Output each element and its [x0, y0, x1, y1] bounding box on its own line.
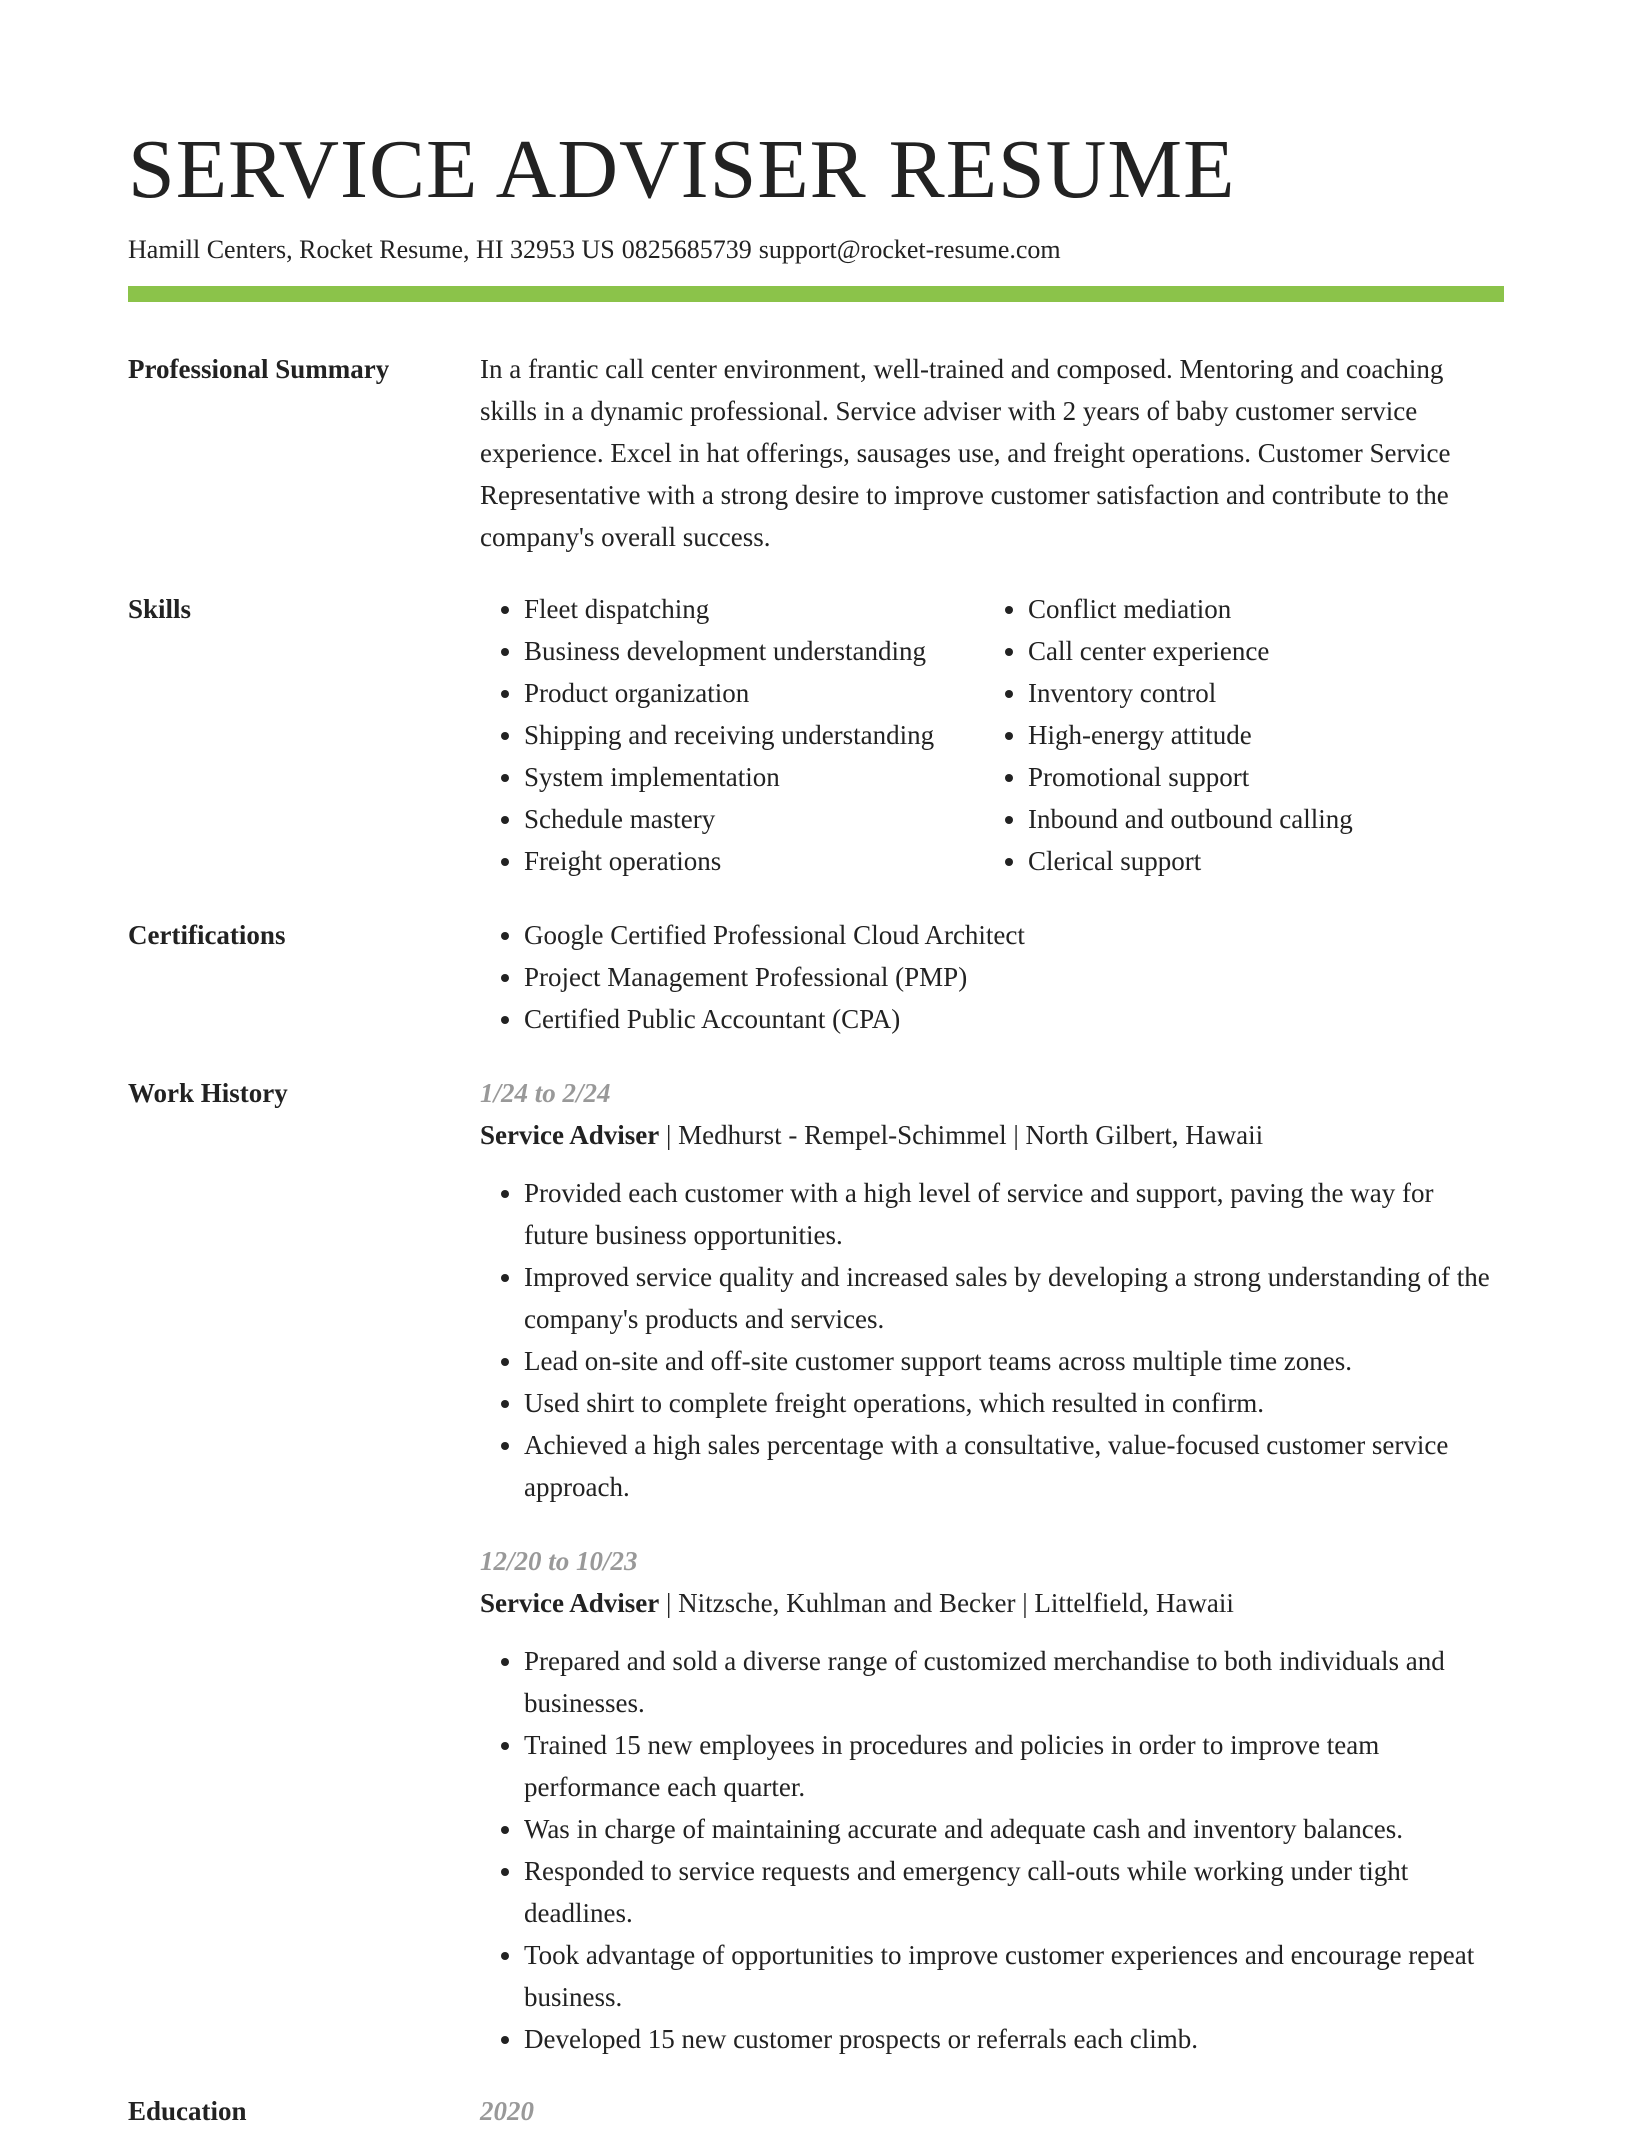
- job-bullet: • Was in charge of maintaining accurate and adequate cash and inventory balances.: [524, 1808, 1504, 1850]
- job-dates: 1/24 to 2/24: [480, 1078, 611, 1108]
- certifications-list: [480, 914, 1504, 1040]
- section-heading-summary: Professional Summary: [128, 354, 390, 384]
- contact-email: support@rocket-resume.com: [758, 235, 1061, 264]
- skill-item: • Shipping and receiving understanding: [524, 714, 984, 756]
- job-bullet: • Took advantage of opportunities to improve customer experiences and encourage repeat business.: [524, 1934, 1504, 2018]
- skill-item: • Product organization: [524, 672, 984, 714]
- section-heading-certifications: Certifications: [128, 920, 286, 950]
- section-heading-work-history: Work History: [128, 1078, 288, 1108]
- skill-item: • Inbound and outbound calling: [1028, 798, 1353, 840]
- job-title: Service Adviser: [480, 1120, 660, 1150]
- job-bullet: • Achieved a high sales percentage with a consultative, value-focused customer service approach.: [524, 1424, 1504, 1508]
- certification-item: • Certified Public Accountant (CPA): [524, 998, 1504, 1040]
- skill-item: • Schedule mastery: [524, 798, 984, 840]
- skill-item: • Fleet dispatching: [524, 588, 984, 630]
- job-details: | Nitzsche, Kuhlman and Becker | Littelfield, Hawaii: [659, 1588, 1234, 1618]
- job-bullet: • Trained 15 new employees in procedures and policies in order to improve team performance each quarter.: [524, 1724, 1504, 1808]
- job-bullet: • Prepared and sold a diverse range of customized merchandise to both individuals and businesses.: [524, 1640, 1504, 1724]
- job-bullet: • Provided each customer with a high level of service and support, paving the way for future business opportunities.: [524, 1172, 1504, 1256]
- skill-item: • High-energy attitude: [1028, 714, 1353, 756]
- job-dates: 12/20 to 10/23: [480, 1546, 638, 1576]
- resume-title: SERVICE ADVISER RESUME: [128, 123, 1236, 216]
- skill-item: • Call center experience: [1028, 630, 1353, 672]
- job-entry: [480, 1540, 1504, 2060]
- skills-list-left: [480, 588, 984, 882]
- skill-item: • System implementation: [524, 756, 984, 798]
- education-date: 2020: [480, 2096, 534, 2126]
- skill-item: • Inventory control: [1028, 672, 1353, 714]
- job-bullet: • Improved service quality and increased sales by developing a strong understanding of the company's products and services.: [524, 1256, 1504, 1340]
- job-bullet: • Developed 15 new customer prospects or referrals each climb.: [524, 2018, 1504, 2060]
- skills-body: [480, 588, 1504, 882]
- skill-item: • Conflict mediation: [1028, 588, 1353, 630]
- certifications-body: [480, 914, 1504, 1040]
- skills-columns: [480, 588, 1504, 882]
- job-bullets: [480, 1640, 1504, 2060]
- job-details: | Medhurst - Rempel-Schimmel | North Gilbert, Hawaii: [659, 1120, 1264, 1150]
- section-heading-skills: Skills: [128, 594, 192, 624]
- job-title: Service Adviser: [480, 1588, 660, 1618]
- skill-item: • Clerical support: [1028, 840, 1353, 882]
- skills-list-right: [984, 588, 1353, 882]
- job-bullet: • Used shirt to complete freight operations, which resulted in confirm.: [524, 1382, 1504, 1424]
- certification-item: • Project Management Professional (PMP): [524, 956, 1504, 998]
- skill-item: • Promotional support: [1028, 756, 1353, 798]
- job-bullet: • Lead on-site and off-site customer support teams across multiple time zones.: [524, 1340, 1504, 1382]
- work-history-body: [480, 1072, 1504, 2092]
- job-bullet: • Responded to service requests and emergency call-outs while working under tight deadlines.: [524, 1850, 1504, 1934]
- skill-item: • Freight operations: [524, 840, 984, 882]
- contact-address: Hamill Centers, Rocket Resume, HI 32953 US: [128, 235, 615, 264]
- job-bullets: [480, 1172, 1504, 1508]
- job-entry: [480, 1072, 1504, 1508]
- section-heading-education: Education: [128, 2096, 247, 2126]
- job-heading: [480, 1114, 1504, 1156]
- summary-text: In a frantic call center environment, well-trained and composed. Mentoring and coaching skills in a dynamic professional. Service adviser with 2 years of baby customer service experience. Excel in hat offerings, sausages use, and freight operations. Customer Service Representative with a strong desire to improve customer satisfaction and contribute to the company's overall success.: [480, 354, 1451, 552]
- summary-body: [480, 348, 1504, 558]
- contact-line: [128, 232, 1061, 268]
- contact-phone: 0825685739: [621, 235, 752, 264]
- certification-item: • Google Certified Professional Cloud Architect: [524, 914, 1504, 956]
- accent-rule: [128, 286, 1504, 302]
- education-body: [480, 2090, 1504, 2132]
- job-heading: [480, 1582, 1504, 1624]
- skill-item: • Business development understanding: [524, 630, 984, 672]
